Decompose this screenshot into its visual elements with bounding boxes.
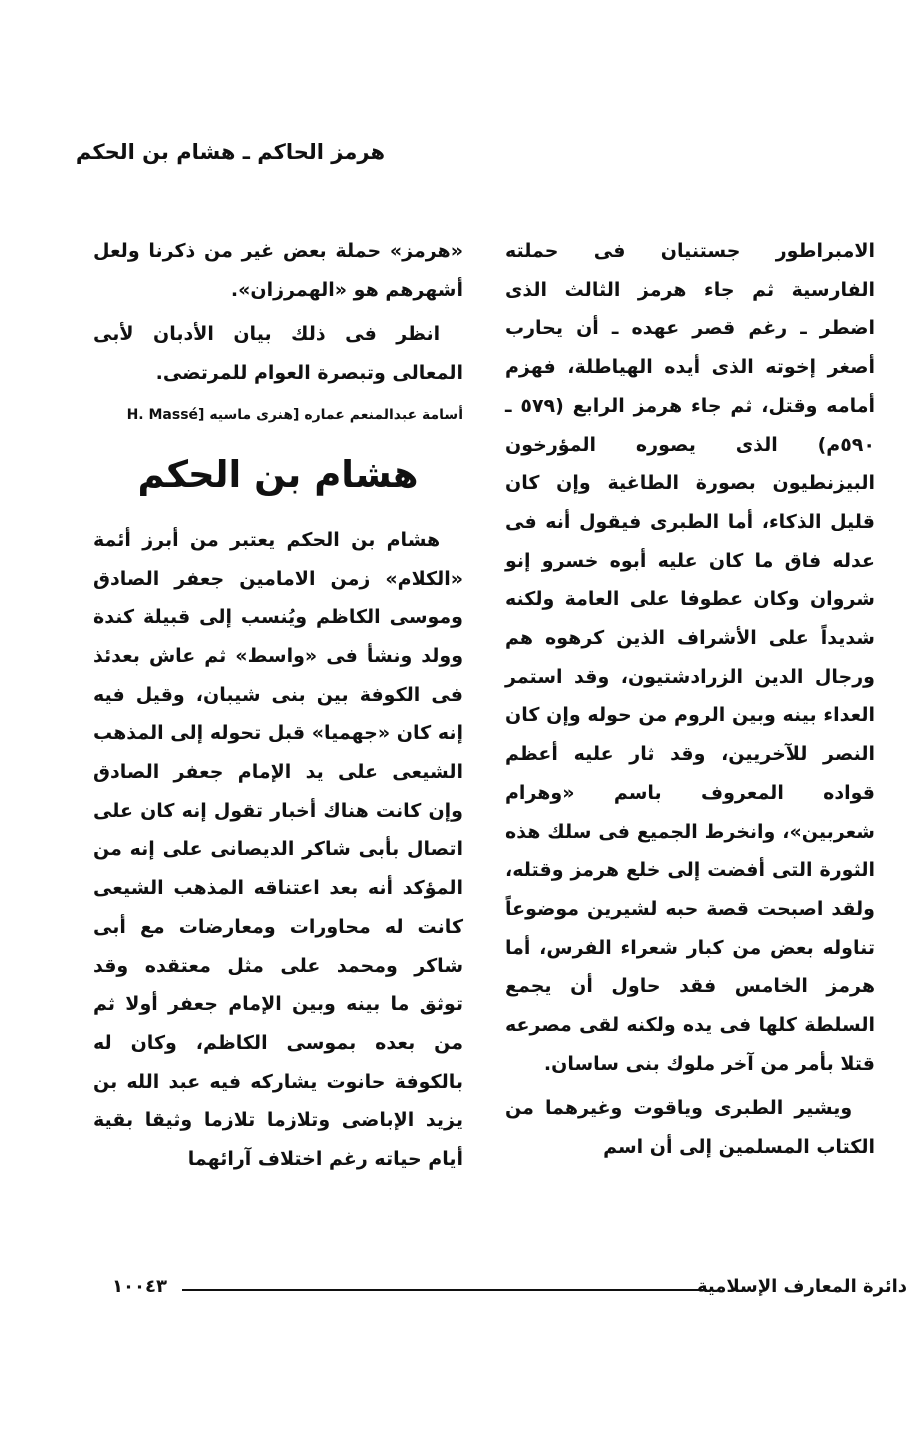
attribution-author: أسامة عبدالمنعم عماره [هنرى ماسيه xyxy=(209,406,463,423)
article-attribution xyxy=(93,405,463,425)
right-column xyxy=(505,232,875,1167)
footer-rule xyxy=(182,1289,707,1291)
page-footer xyxy=(112,1276,907,1300)
article-title: هشام بن الحكم xyxy=(137,452,419,496)
footer-journal-title: دائرة المعارف الإسلامية xyxy=(696,1276,907,1297)
left-column-paragraph-3: هشام بن الحكم يعتبر من أبرز أئمة «الكلام» زمن الامامين جعفر الصادق وموسى الكاظم ويُنسب إلى قبيلة كندة وولد ونشأ فى «واسط» ثم عاش بعدئذ فى الكوفة بين بنى شيبان، وقيل فيه إنه كان «جهميا» قبل تحوله إلى المذهب الشيعى على يد الإمام جعفر الصادق وإن كانت هناك أخبار تقول إنه كان على اتصال بأبى شاكر الديصانى على إنه من المؤكد أنه بعد اعتناقه المذهب الشيعى كانت له محاورات ومعارضات مع أبى شاكر ومحمد على مثل معتقده وقد توثق ما بينه وبين الإمام جعفر أولا ثم من بعده بموسى الكاظم، وكان له بالكوفة حانوت يشاركه فيه عبد الله بن يزيد الإباضى وتلازما تلازما وثيقا بقية أيام حياته رغم اختلاف آرائهما xyxy=(93,528,463,1171)
left-column-paragraph-2: انظر فى ذلك بيان الأدبان لأبى المعالى وتبصرة العوام للمرتضى. xyxy=(93,323,463,385)
page-number: ١٠٠٤٣ xyxy=(112,1276,167,1297)
attribution-original-author: H. Massé] xyxy=(126,406,205,423)
left-column xyxy=(93,232,463,1179)
left-column-paragraph-1: «هرمز» حملة بعض غير من ذكرنا ولعل أشهرهم هو «الهمرزان». xyxy=(93,240,463,301)
right-column-paragraph-1: الامبراطور جستنيان فى حملته الفارسية ثم جاء هرمز الثالث الذى اضطر ـ رغم قصر عهده ـ أن يحارب أصغر إخوته الذى أيده الهياطلة، فهزم أمامه وقتل، ثم جاء هرمز الرابع (٥٧٩ ـ ٥٩٠م) الذى يصوره المؤرخون البيزنطيون بصورة الطاغية وإن كان قليل الذكاء، أما الطبرى فيقول أنه فى عدله فاق ما كان عليه أبوه خسرو إنو شروان وكان عطوفا على العامة ولكنه شديداً على الأشراف الذين كرهوه هم ورجال الدين الزرادشتيون، وقد استمر العداء بينه وبين الروم من حوله وإن كان النصر للآخريين، وقد ثار عليه أعظم قواده المعروف باسم «وهرام شعربين»، وانخرط الجميع فى سلك هذه الثورة التى أفضت إلى خلع هرمز وقتله، ولقد اصبحت قصة حبه لشيرين موضوعاً تناوله بعض من كبار شعراء الفرس، أما هرمز الخامس فقد حاول أن يجمع السلطة كلها فى يده ولكنه لقى مصرعه قتلا بأمر من آخر ملوك بنى ساسان. xyxy=(505,240,876,1075)
running-header: هرمز الحاكم ـ هشام بن الحكم xyxy=(75,140,385,164)
right-column-paragraph-2: ويشير الطبرى وياقوت وغيرهما من الكتاب المسلمين إلى أن اسم xyxy=(505,1097,875,1159)
